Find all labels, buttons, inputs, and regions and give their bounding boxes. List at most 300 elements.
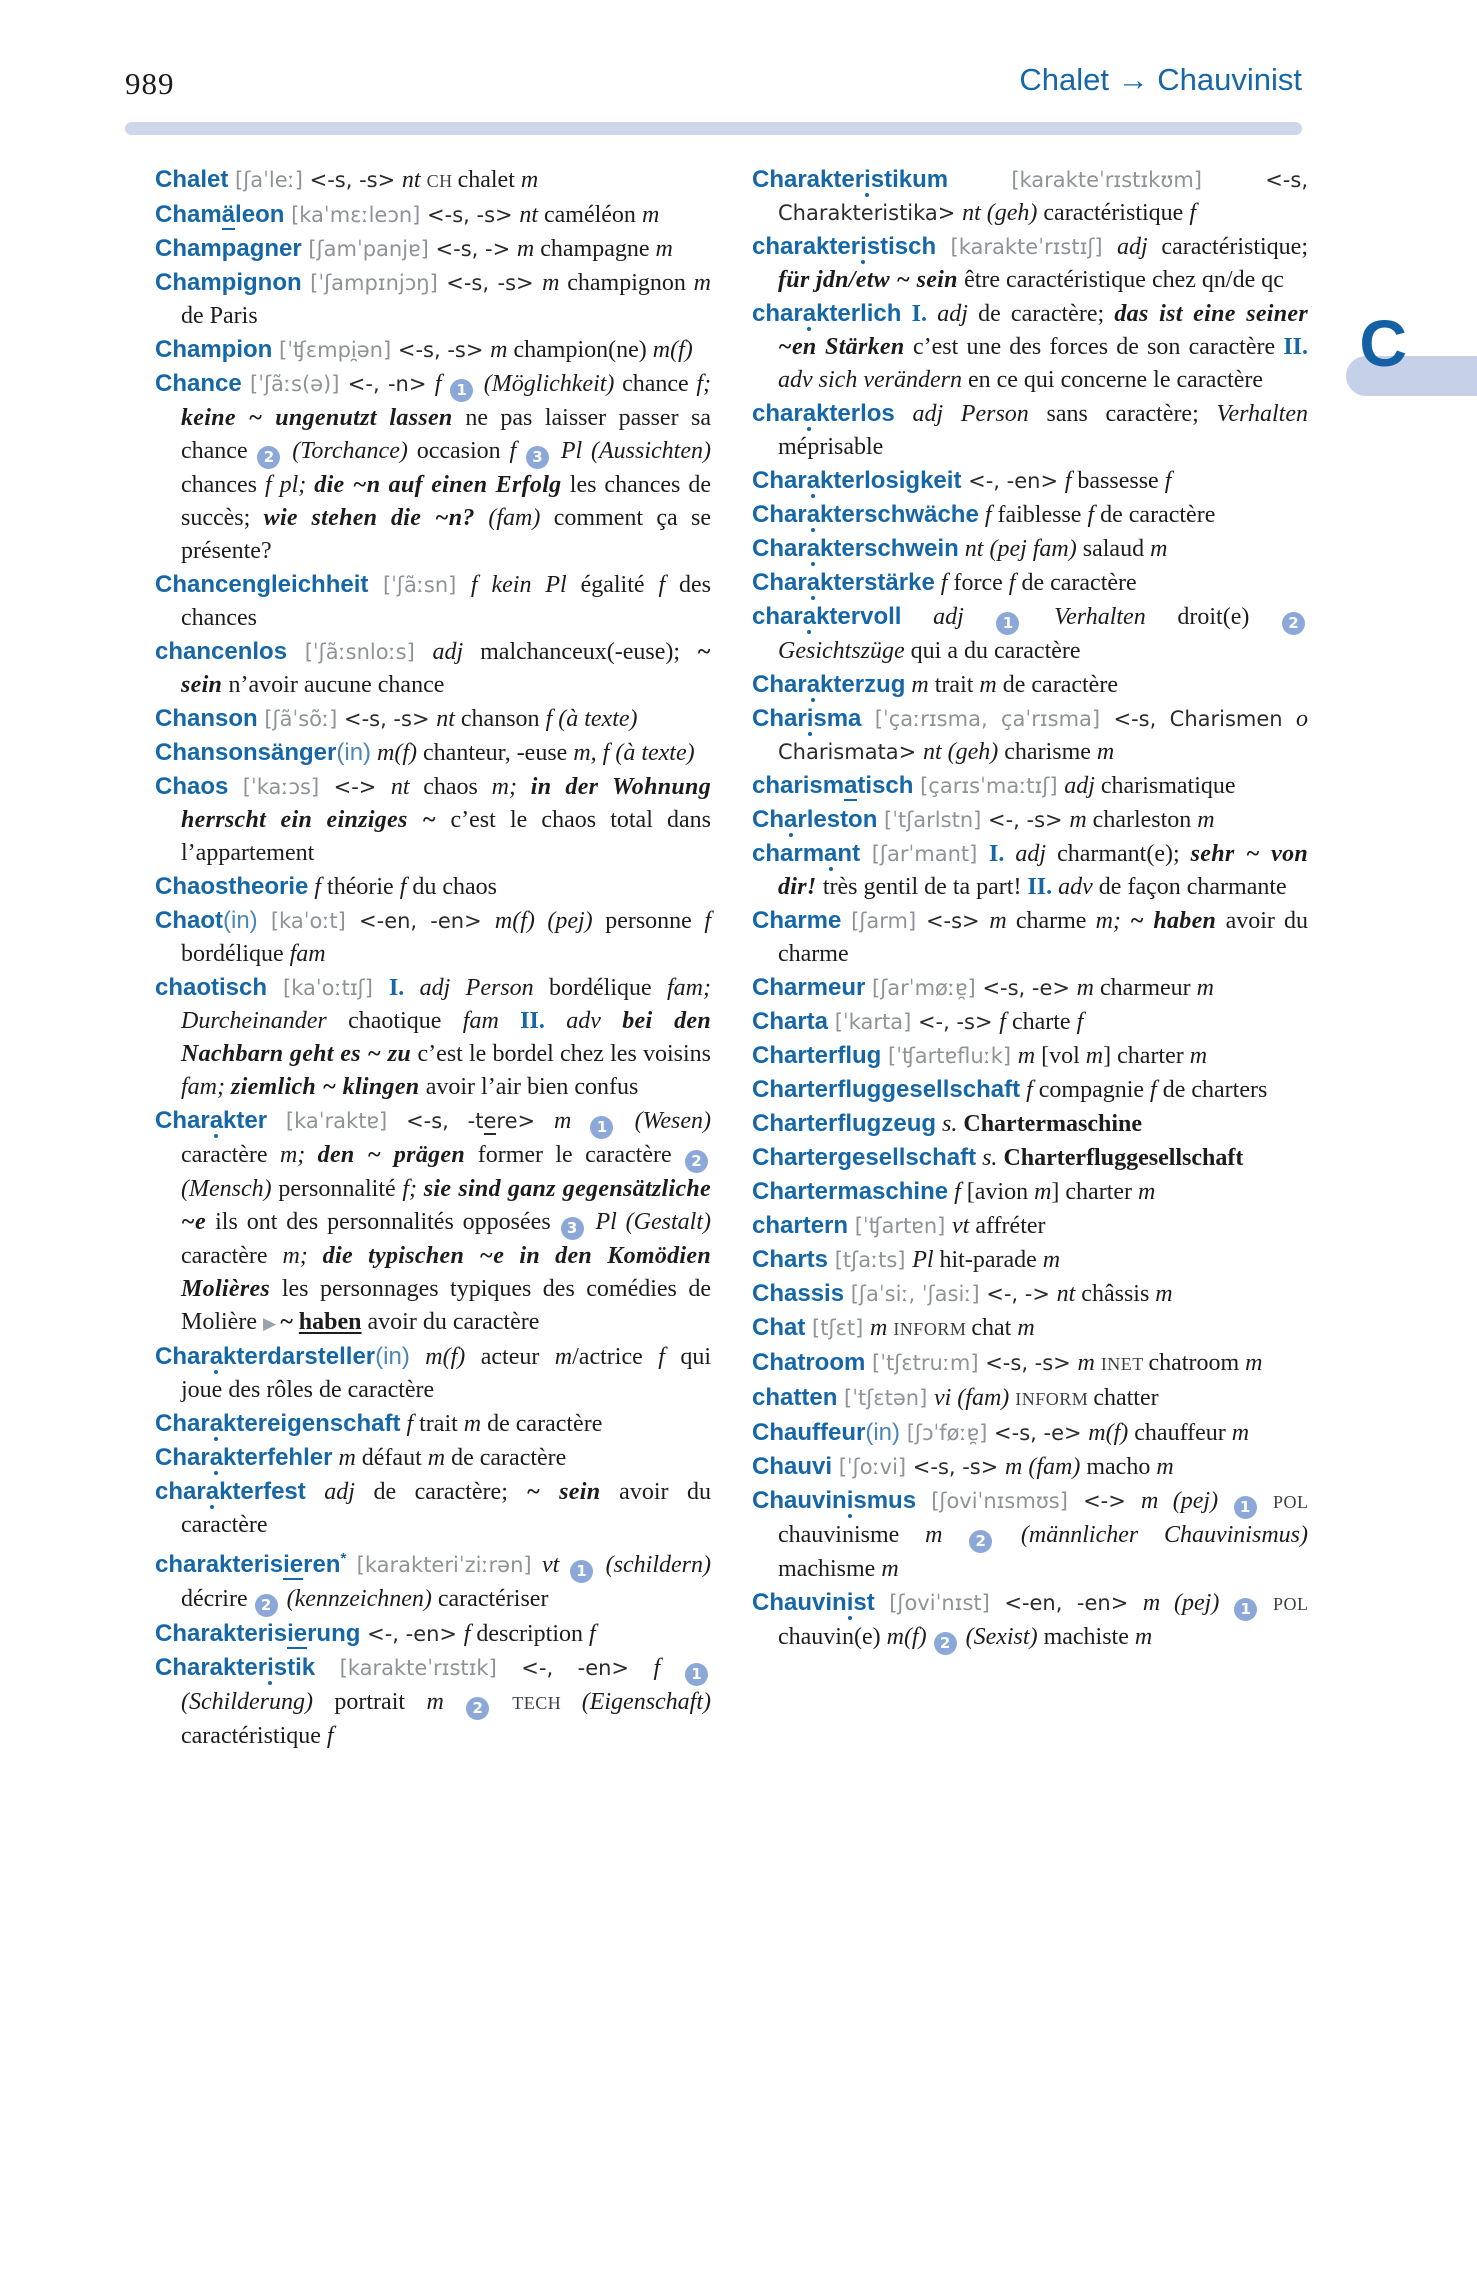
dictionary-entry (752, 904, 1308, 971)
dictionary-entry (752, 1586, 1308, 1655)
headword: Chartermaschine (752, 1178, 949, 1205)
entry-text: <-s, -s> (912, 1455, 1006, 1479)
dictionary-entry (155, 232, 711, 266)
phonetic-transcription: [karakteˈrɪstɪʃ] (936, 235, 1118, 259)
headword: kterstärke (820, 569, 935, 596)
entry-text: bordélique (181, 941, 290, 967)
dictionary-entry (752, 1277, 1308, 1311)
headword: char (155, 1478, 206, 1505)
left-column (155, 163, 711, 1753)
headword: i (846, 1589, 854, 1616)
entry-text: Charismata> (778, 740, 923, 764)
entry-text: ] charter (1051, 1179, 1139, 1205)
entry-text: n’avoir aucune chance (228, 672, 445, 698)
idiom-triangle-icon: ▶ (262, 1314, 281, 1333)
headword: Chaot (155, 907, 223, 934)
entry-text: f (326, 1723, 334, 1749)
entry-text: champagne (540, 236, 656, 262)
entry-text: f (934, 570, 954, 596)
entry-text: adv (566, 1008, 623, 1034)
entry-text: m (1096, 739, 1115, 765)
entry-text: malchanceux(-euse); (480, 639, 698, 665)
entry-text: <-, -en> (961, 469, 1065, 493)
entry-text: hit-parade (939, 1247, 1043, 1273)
entry-text: f (653, 1655, 684, 1681)
entry-text: de caractère; (978, 301, 1115, 327)
dictionary-entry (752, 1175, 1308, 1209)
sense-number-badge: 1 (450, 379, 473, 402)
phonetic-transcription: [ˈʃoːvi] (832, 1455, 913, 1479)
entry-text: de caractère; (373, 1479, 527, 1505)
entry-text: <-s, -t (406, 1109, 484, 1133)
entry-text: f (463, 1621, 477, 1647)
entry-text: machiste (1043, 1624, 1135, 1650)
entry-text: s. (976, 1145, 1004, 1171)
dictionary-entry (752, 1039, 1308, 1073)
entry-text: avoir l’air bien confus (425, 1074, 639, 1100)
entry-text: chalet (457, 167, 521, 193)
entry-text: m (332, 1445, 362, 1471)
entry-text: m(f) (652, 337, 693, 363)
entry-text: du chaos (412, 874, 498, 900)
right-column (752, 163, 1308, 1655)
entry-text: m (542, 270, 568, 296)
dictionary-entry (752, 397, 1308, 464)
headword: ren (303, 1551, 341, 1578)
headword: Chauvin (752, 1589, 847, 1616)
entry-text: former le caractère (477, 1142, 685, 1168)
entry-text: f (1064, 468, 1078, 494)
entry-text: <-> (333, 775, 391, 799)
entry-text: f (589, 1621, 596, 1647)
entry-text: <-s, -e> (994, 1421, 1089, 1445)
dictionary-entry (752, 230, 1308, 297)
dictionary-entry (752, 498, 1308, 532)
entry-text: nt (436, 706, 461, 732)
dictionary-entry (155, 1407, 711, 1441)
entry-text: châssis (1081, 1281, 1156, 1307)
entry-text: f (à texte) (545, 706, 638, 732)
phonetic-transcription: [kaˈraktɐ] (267, 1109, 407, 1133)
phonetic-transcription: [ˈʃampɪnjɔŋ] (301, 271, 447, 295)
sense-number-badge: 3 (526, 446, 549, 469)
headword: chaotisch (155, 974, 268, 1001)
headword: ktereigenschaft (223, 1410, 401, 1437)
entry-text: e (483, 1109, 497, 1133)
entry-text: chanteur, -euse (423, 740, 574, 766)
dictionary-entry (752, 163, 1308, 230)
entry-text: f (399, 874, 413, 900)
entry-text: compagnie (1038, 1077, 1151, 1103)
entry-text: <-, -n> (347, 372, 435, 396)
entry-text: caractère (181, 1243, 283, 1269)
dictionary-entry (752, 600, 1308, 668)
headword: i (860, 233, 867, 260)
dictionary-entry (155, 702, 711, 736)
headword: charakter (752, 233, 861, 260)
dictionary-entry (752, 668, 1308, 702)
entry-text: avoir du charme (778, 908, 1308, 967)
headword: a (806, 535, 821, 562)
entry-text: <-en, -en> (359, 909, 495, 933)
entry-text: Pl (912, 1247, 940, 1273)
entry-text: INFORM (893, 1319, 972, 1339)
entry-text: m (554, 1344, 573, 1370)
entry-text: <-s, -s> (343, 707, 437, 731)
headword: a (209, 1444, 224, 1471)
entry-text: f (1164, 468, 1172, 494)
entry-text: Verhalten (1216, 401, 1308, 427)
headword: Charakter (752, 166, 865, 193)
entry-text: f (1076, 1009, 1084, 1035)
entry-text: m, f (à texte) (573, 740, 695, 766)
entry-text: nt (geh) (922, 739, 1005, 765)
phonetic-transcription: [ʃoviˈnɪst] (874, 1591, 1005, 1615)
entry-text: chanson (460, 706, 546, 732)
entry-text: f (658, 572, 679, 598)
entry-text: m (1076, 975, 1101, 1001)
entry-text: adj (937, 301, 979, 327)
headword: char (752, 603, 803, 630)
entry-text: m(f) (409, 1344, 481, 1370)
headword: Charakter (155, 1654, 268, 1681)
entry-text: f kein Pl (470, 572, 581, 598)
entry-text: keine ~ ungenutzt lassen (181, 405, 466, 431)
entry-text: <-, -s> (917, 1010, 1000, 1034)
entry-text: <-, -en> (521, 1656, 654, 1680)
entry-text: m (1196, 975, 1214, 1001)
entry-text: nt (1056, 1281, 1082, 1307)
headword: Chatroom (752, 1349, 866, 1376)
headword: Charts (752, 1246, 829, 1273)
entry-text: m (1155, 1281, 1173, 1307)
phonetic-transcription: [karakteˈrɪstɪk] (315, 1656, 522, 1680)
dictionary-entry (155, 266, 711, 333)
entry-text: (schildern) (595, 1552, 711, 1578)
headword: Charterflug (752, 1042, 882, 1069)
phonetic-transcription: [ˈʧartɐn] (848, 1214, 953, 1238)
entry-text: f (1189, 200, 1196, 226)
headword: a (806, 671, 821, 698)
entry-text: INET (1100, 1354, 1149, 1374)
headword: charism (752, 772, 845, 799)
entry-text: II. (1027, 874, 1059, 900)
entry-text: m (881, 1556, 899, 1582)
sense-number-badge: 1 (590, 1116, 613, 1139)
entry-text: adj Person (894, 401, 1047, 427)
entry-text: Pl (Aussichten) (552, 438, 711, 464)
phonetic-transcription: [çarɪsˈmaːtɪʃ] (913, 774, 1065, 798)
entry-text: <-en, -en> (1004, 1591, 1143, 1615)
entry-text: personnalité (278, 1176, 403, 1202)
entry-text: fam; Durcheinander (181, 975, 712, 1034)
entry-text: o (1296, 706, 1309, 732)
headword: a (209, 1107, 224, 1134)
entry-text: portrait (334, 1689, 427, 1715)
entry-text: m (1150, 536, 1168, 562)
entry-text: adj (901, 604, 996, 630)
entry-text: f (658, 1344, 681, 1370)
dictionary-entry (155, 1542, 711, 1617)
headword: Char (155, 1410, 210, 1437)
headword: tisch (857, 772, 914, 799)
headword: kterfehler (223, 1444, 333, 1471)
headword: kterfest (219, 1478, 306, 1505)
headword: sma (813, 705, 862, 732)
sense-number-badge: 1 (685, 1663, 708, 1686)
entry-text: sans caractère; (1046, 401, 1217, 427)
headword: Champagner (155, 235, 302, 262)
dictionary-entry (155, 736, 711, 770)
headword: Champion (155, 336, 273, 363)
entry-text: de caractère (1100, 502, 1216, 528)
sense-number-badge: 2 (685, 1150, 708, 1173)
entry-text: (Mensch) (181, 1176, 279, 1202)
sense-number-badge: 2 (969, 1530, 992, 1553)
entry-text: champignon (567, 270, 694, 296)
entry-text: sie sind ganz gegensätzliche ~e (181, 1176, 711, 1235)
entry-text: m (1017, 1043, 1042, 1069)
entry-text: das ist eine seiner ~en Stärken (778, 301, 1308, 360)
headword: Charta (752, 1008, 829, 1035)
entry-text: I. (901, 301, 938, 327)
entry-text: CH (426, 171, 458, 191)
dictionary-entry (155, 568, 711, 635)
dictionary-entry (752, 1450, 1308, 1484)
entry-text: nt (519, 202, 544, 228)
headword: Chancengleichheit (155, 571, 369, 598)
entry-text: m (427, 1445, 452, 1471)
phonetic-transcription: [karakteriˈziːrən] (346, 1553, 542, 1577)
headword: i (864, 166, 871, 193)
entry-text: m (1156, 1454, 1174, 1480)
entry-text: POL (1260, 1594, 1308, 1614)
phonetic-transcription: [ʃarm] (841, 909, 926, 933)
headword: Chauvi (752, 1453, 833, 1480)
phonetic-transcription: [ˈçaːrɪsma, çaˈrɪsma] (861, 707, 1114, 731)
entry-text: m (1138, 1179, 1156, 1205)
headword: charakteris (155, 1551, 284, 1578)
entry-text: m (520, 167, 539, 193)
entry-text: de Paris (181, 303, 258, 329)
dictionary-entry (155, 1617, 711, 1651)
entry-text: adj (1064, 773, 1101, 799)
entry-text: fam (462, 1008, 521, 1034)
entry-text: II. (1283, 334, 1308, 360)
entry-text: m (905, 672, 935, 698)
headword: a (824, 840, 838, 867)
entry-text: [avion (966, 1179, 1035, 1205)
entry-text: affréter (975, 1213, 1046, 1239)
entry-text: chatroom (1148, 1350, 1246, 1376)
entry-text: m (426, 1689, 466, 1715)
headword: Chance (155, 370, 242, 397)
entry-text: vt (952, 1213, 976, 1239)
entry-text: charme (1015, 908, 1096, 934)
entry-text: nt (390, 774, 424, 800)
dictionary-entry (752, 1107, 1308, 1141)
entry-text: f (434, 371, 450, 397)
phonetic-transcription: [ˈʧartɐfluːk] (881, 1044, 1018, 1068)
headword: a (205, 1478, 220, 1505)
entry-text: f (978, 502, 998, 528)
entry-text: théorie (327, 874, 400, 900)
entry-text: f (509, 438, 526, 464)
entry-text: caméléon (543, 202, 642, 228)
entry-text: f (308, 874, 328, 900)
entry-text: <-s, -s> (397, 338, 491, 362)
phonetic-transcription: [ˈkaːɔs] (228, 775, 334, 799)
entry-text: bei den Nachbarn geht es ~ zu (181, 1008, 712, 1067)
entry-text: m (693, 270, 711, 296)
sense-number-badge: 1 (570, 1560, 593, 1583)
entry-text: faiblesse (997, 502, 1088, 528)
dictionary-entry (752, 1005, 1308, 1039)
headword: a (784, 806, 798, 833)
entry-text: charmeur (1100, 975, 1197, 1001)
dictionary-entry (752, 566, 1308, 600)
entry-text: Chartermaschine (963, 1111, 1142, 1137)
phonetic-transcription: [tʃɛt] (805, 1316, 870, 1340)
entry-text: de caractère (1002, 672, 1118, 698)
phonetic-transcription: [ˈʃãːsn] (368, 573, 471, 597)
phonetic-transcription: [kaˈmɛːleɔn] (284, 203, 428, 227)
headword: ktervoll (816, 603, 902, 630)
entry-text: Gesichtszüge (778, 638, 911, 664)
entry-text: droit(e) (1177, 604, 1282, 630)
entry-text: caractéristique (1043, 200, 1190, 226)
entry-text: ] charter (1103, 1043, 1190, 1069)
headword: kterlich (816, 300, 902, 327)
entry-text: m (1017, 1315, 1035, 1341)
entry-text: f (1008, 570, 1022, 596)
entry-text: bordélique (549, 975, 668, 1001)
headword: a (802, 603, 817, 630)
entry-text: Pl (Gestalt) (586, 1209, 711, 1235)
entry-text: ~ sein (526, 1479, 620, 1505)
dictionary-entry (752, 1311, 1308, 1346)
sense-number-badge: 1 (1234, 1496, 1257, 1519)
entry-text: m; (1095, 908, 1130, 934)
entry-text: ~ sein (181, 639, 711, 698)
headword: (in) (336, 739, 372, 766)
entry-text: <-> (1083, 1489, 1141, 1513)
headword: nt (837, 840, 861, 867)
entry-text: charleston (1092, 807, 1198, 833)
entry-text: (Eigenschaft) (581, 1689, 712, 1715)
entry-text: Verhalten (1022, 604, 1178, 630)
headword: Char (752, 569, 807, 596)
entry-text: c’est une des forces de son caractère (912, 334, 1284, 360)
headword: Char (752, 535, 807, 562)
headword: Char (155, 1444, 210, 1471)
headword: Char (155, 1107, 210, 1134)
entry-text: wie stehen die ~n? (263, 505, 489, 531)
headword: Chalet (155, 166, 229, 193)
dictionary-entry (752, 1416, 1308, 1450)
entry-text: s. (936, 1111, 964, 1137)
headword: a (806, 569, 821, 596)
dictionary-entry (752, 1141, 1308, 1175)
headword: Chansonsänger (155, 739, 337, 766)
entry-text: <-s, -s> (446, 271, 543, 295)
entry-text: adj Person (419, 975, 550, 1001)
entry-text: m (655, 236, 673, 262)
entry-text: vi (fam) (933, 1385, 1016, 1411)
entry-text: (Wesen) (616, 1108, 711, 1134)
entry-text: qui joue des rôles de caractère (181, 1344, 711, 1403)
entry-text: <-s, -s> (985, 1351, 1078, 1375)
entry-text: m (490, 337, 514, 363)
entry-text: m (463, 1411, 488, 1437)
entry-text: (Torchance) (283, 438, 417, 464)
entry-text: caractéristique (181, 1723, 327, 1749)
entry-text: <-s> (925, 909, 990, 933)
entry-text: adv sich verändern (778, 367, 968, 393)
headword: a (806, 501, 821, 528)
phonetic-transcription: [kaˈoːt] (257, 909, 360, 933)
entry-text: machisme (778, 1556, 882, 1582)
entry-text: (männlicher Chauvinismus) (995, 1522, 1308, 1548)
headword: rung (307, 1620, 361, 1647)
entry-text: m; (279, 1142, 318, 1168)
dictionary-entry (155, 1475, 711, 1542)
entry-text: m (1245, 1350, 1263, 1376)
entry-text: ils ont des personnalités opposées (215, 1209, 560, 1235)
phonetic-transcription: [ʃarˈmøːɐ̯] (865, 976, 983, 1000)
entry-text: salaud (1082, 536, 1151, 562)
dictionary-entry (752, 532, 1308, 566)
sense-number-badge: 2 (934, 1632, 957, 1655)
phonetic-transcription: [ʃarˈmant] (860, 842, 990, 866)
headword: (in) (375, 1343, 410, 1370)
entry-text: f (948, 1179, 967, 1205)
headword: leon (235, 201, 285, 228)
entry-text: ~ haben (1129, 908, 1226, 934)
phonetic-transcription: [tʃaːts] (828, 1248, 913, 1272)
entry-text: description (476, 1621, 590, 1647)
headword: chancenlos (155, 638, 288, 665)
entry-text: force (953, 570, 1009, 596)
headword: a (844, 772, 858, 799)
entry-text: m (1042, 1247, 1061, 1273)
entry-text: de caractère (1021, 570, 1137, 596)
entry-text: m (1085, 1043, 1104, 1069)
entry-text: de charters (1162, 1077, 1268, 1103)
entry-text: (Sexist) (959, 1624, 1044, 1650)
dictionary-entry (155, 1441, 711, 1475)
entry-text: POL (1259, 1492, 1308, 1512)
headword: Char (752, 467, 807, 494)
entry-text: Charterfluggesellschaft (1003, 1145, 1244, 1171)
entry-text: m (1069, 807, 1093, 833)
entry-text: chances (181, 472, 265, 498)
entry-text: très gentil de ta part! (822, 874, 1028, 900)
sense-number-badge: 2 (255, 1594, 278, 1617)
entry-text: (kennzeichnen) (280, 1586, 438, 1612)
headword: st (853, 1589, 875, 1616)
entry-text: m (1231, 1420, 1250, 1446)
headword: i (846, 1487, 854, 1514)
entry-text: <-s, -s> (309, 168, 402, 192)
entry-text: acteur (480, 1344, 555, 1370)
headword: a (806, 467, 821, 494)
entry-text: m (pej) (1140, 1488, 1233, 1514)
entry-text: c’est le bordel chez les voisins (417, 1041, 711, 1067)
entry-text: m(f) (886, 1624, 933, 1650)
entry-text: <-s, -s> (427, 203, 520, 227)
dictionary-entry (752, 803, 1308, 837)
